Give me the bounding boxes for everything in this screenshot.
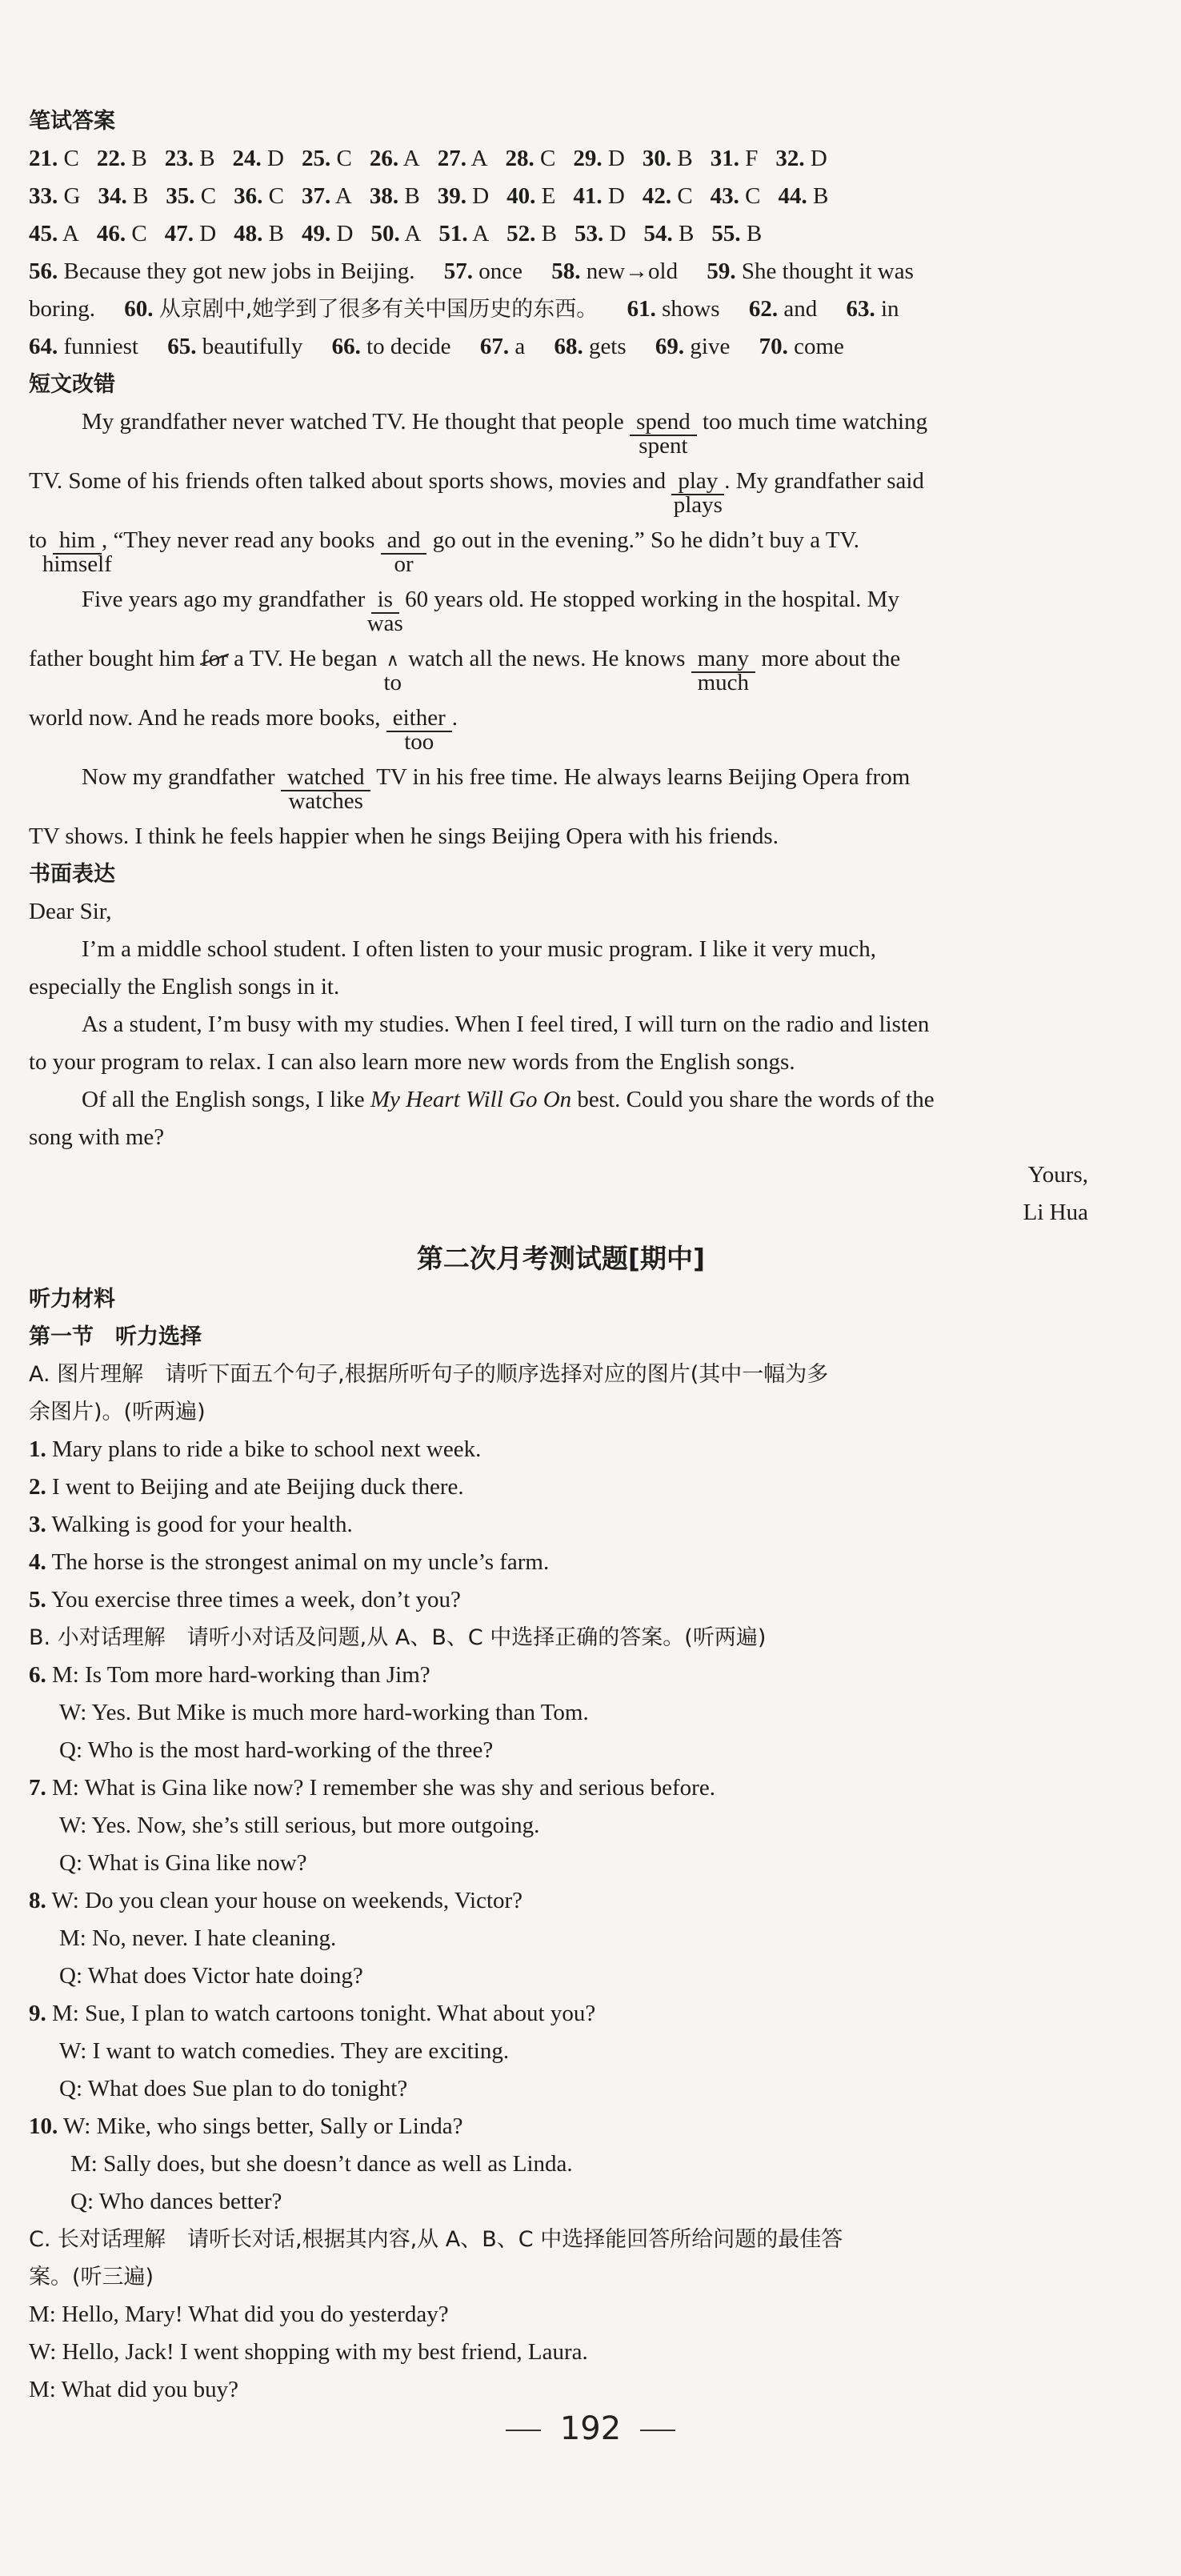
q60-answer: 从京剧中,她学到了很多有关中国历史的东西。	[158, 297, 599, 322]
q57-answer: once	[478, 258, 522, 284]
answer-item	[233, 140, 284, 178]
listening-material-heading: 听力材料	[29, 1287, 115, 1312]
writing-heading: 书面表达	[29, 862, 115, 887]
answer-number: 43.	[710, 183, 739, 209]
item-number: 6.	[29, 1662, 46, 1688]
answer-item	[643, 178, 693, 215]
letter-closing: Yours,	[1027, 1162, 1088, 1188]
correction-mark	[630, 403, 697, 459]
answer-item	[302, 178, 352, 215]
sentence-1	[29, 1431, 1093, 1468]
dialog-line: W: I want to watch comedies. They are exciting.	[59, 2038, 510, 2064]
answer-letter: B	[268, 221, 284, 246]
fixed-word: spent	[639, 433, 688, 459]
answer-item	[165, 140, 215, 178]
correction-line-6	[29, 699, 1093, 759]
correction-mark	[366, 581, 403, 636]
answer-item	[438, 178, 489, 215]
answer-number: 40.	[506, 183, 536, 209]
text: . My grandfather said	[724, 468, 924, 494]
dialog-line: M: Is Tom more hard-working than Jim?	[52, 1662, 430, 1688]
answer-item	[370, 140, 420, 178]
answer-item	[166, 178, 216, 215]
correction-mark	[281, 759, 371, 814]
correction-mark	[386, 699, 452, 755]
q56-number: 56.	[29, 258, 58, 284]
correction-line-2	[29, 463, 1093, 522]
answer-number: 53.	[574, 221, 604, 246]
answer-item	[574, 215, 626, 253]
long-dialog-line: M: Hello, Mary! What did you do yesterday?	[29, 2302, 449, 2327]
page-footer	[0, 2410, 1181, 2447]
answer-letter: A	[472, 221, 490, 246]
text: TV. Some of his friends often talked about sports shows, movies and	[29, 468, 667, 494]
answer-number: 27.	[437, 146, 466, 171]
answer-letter: D	[607, 183, 625, 209]
wrong-word: is	[371, 587, 399, 614]
text: Now my grandfather	[82, 764, 275, 790]
answer-number: 30.	[642, 146, 672, 171]
item-number: 8.	[29, 1888, 46, 1913]
answer-letter: B	[404, 183, 420, 209]
q67-answer: a	[514, 334, 526, 359]
q62-answer: and	[783, 296, 818, 322]
letter-line: As a student, I’m busy with my studies. When I feel tired, I will turn on the radio and listen	[82, 1012, 930, 1037]
partA-instruction-cont: 余图片)。(听两遍)	[29, 1400, 206, 1424]
correction-mark	[691, 640, 755, 695]
answer-number: 28.	[505, 146, 534, 171]
dialog-line: M: Sally does, but she doesn’t dance as well as Linda.	[70, 2151, 573, 2177]
q66-number: 66.	[331, 334, 361, 359]
text: to	[29, 527, 47, 553]
text: best. Could you share the words of the	[577, 1087, 935, 1112]
answer-letter: A	[470, 146, 488, 171]
answer-number: 54.	[643, 221, 673, 246]
answer-letter: B	[541, 221, 558, 246]
item-number: 7.	[29, 1775, 46, 1801]
q61-answer: shows	[662, 296, 720, 322]
answer-letter: D	[609, 221, 627, 246]
q69-answer: give	[690, 334, 731, 359]
page-number: 192	[559, 2410, 622, 2447]
q58-answer: new→old	[586, 258, 679, 284]
text: , “They never read any books	[101, 527, 375, 553]
wrong-word: many	[691, 646, 755, 673]
letter-line	[29, 1081, 1093, 1119]
item-number: 3.	[29, 1512, 46, 1537]
answer-letter: C	[63, 146, 79, 171]
answer-letter: D	[336, 221, 354, 246]
answer-letter: B	[131, 146, 147, 171]
sentence-text: Mary plans to ride a bike to school next week.	[52, 1436, 482, 1462]
item-number: 10.	[29, 2113, 58, 2139]
dialog-line: M: Sue, I plan to watch cartoons tonight. What about you?	[52, 2001, 596, 2026]
answer-item	[643, 215, 694, 253]
footer-dash-left	[506, 2430, 541, 2431]
answer-item	[711, 178, 761, 215]
answer-item	[97, 140, 147, 178]
answer-item	[370, 215, 421, 253]
q66-answer: to decide	[366, 334, 451, 359]
dialog-line: W: Yes. But Mike is much more hard-working than Tom.	[59, 1700, 589, 1725]
answer-item	[234, 215, 284, 253]
correction-line-4	[29, 581, 1093, 640]
partA-instruction: A. 图片理解 请听下面五个句子,根据所听句子的顺序选择对应的图片(其中一幅为多	[29, 1362, 829, 1387]
correction-line-5	[29, 640, 1093, 699]
q70-number: 70.	[759, 334, 788, 359]
answers-row-1	[29, 140, 1093, 178]
item-number: 5.	[29, 1587, 46, 1613]
section-title: 第二次月考测试题[期中]	[416, 1243, 706, 1274]
q65-answer: beautifully	[202, 334, 303, 359]
answer-number: 21.	[29, 146, 58, 171]
answer-number: 41.	[573, 183, 603, 209]
q68-number: 68.	[554, 334, 583, 359]
answer-item	[573, 140, 624, 178]
answer-number: 44.	[778, 183, 807, 209]
dialog-line: M: No, never. I hate cleaning.	[59, 1925, 337, 1951]
answer-letter: D	[607, 146, 625, 171]
q70-answer: come	[794, 334, 844, 359]
answer-number: 35.	[166, 183, 195, 209]
correction-heading: 短文改错	[29, 372, 115, 397]
answer-item	[370, 178, 420, 215]
answer-number: 42.	[642, 183, 672, 209]
text: .	[451, 705, 458, 731]
answer-item	[302, 140, 352, 178]
caret-icon: ∧	[386, 651, 399, 671]
dialog-10	[29, 2108, 1093, 2145]
answer-number: 22.	[96, 146, 126, 171]
answer-letter: D	[199, 221, 217, 246]
dialog-7	[29, 1769, 1093, 1807]
sentence-4	[29, 1544, 1093, 1581]
answer-59-63	[29, 290, 1093, 328]
answer-item	[506, 140, 556, 178]
text: world now. And he reads more books,	[29, 705, 381, 731]
answer-letter: E	[541, 183, 556, 209]
letter-signature: Li Hua	[1023, 1200, 1088, 1225]
sentence-text: I went to Beijing and ate Beijing duck there.	[52, 1474, 464, 1500]
answer-number: 36.	[234, 183, 263, 209]
insert-mark	[383, 640, 402, 695]
answer-number: 25.	[301, 146, 331, 171]
answer-item	[775, 140, 827, 178]
text: Of all the English songs, I like	[82, 1087, 365, 1112]
q68-answer: gets	[588, 334, 627, 359]
dialog-question: Q: Who dances better?	[70, 2189, 282, 2214]
answer-item	[97, 215, 147, 253]
answer-item	[779, 178, 829, 215]
dialog-9	[29, 1995, 1093, 2033]
text: go out in the evening.” So he didn’t buy a TV.	[432, 527, 859, 553]
sentence-text: You exercise three times a week, don’t you?	[50, 1587, 461, 1613]
q57-number: 57.	[443, 258, 473, 284]
letter-line: song with me?	[29, 1124, 165, 1150]
answer-letter: C	[268, 183, 284, 209]
dialog-line: M: What is Gina like now? I remember she was shy and serious before.	[52, 1775, 715, 1801]
part1-heading: 第一节 听力选择	[29, 1324, 202, 1349]
answers-row-3	[29, 215, 1093, 253]
dialog-8	[29, 1882, 1093, 1920]
correction-mark	[42, 522, 112, 577]
answer-number: 33.	[29, 183, 58, 209]
fixed-word: himself	[42, 551, 112, 577]
dialog-question: Q: What does Sue plan to do tonight?	[59, 2076, 408, 2101]
sentence-2	[29, 1468, 1093, 1506]
fixed-word: was	[366, 611, 403, 636]
answers-heading: 笔试答案	[29, 109, 115, 134]
q63-answer: in	[880, 296, 899, 322]
text: more about the	[761, 646, 901, 671]
q59-number: 59.	[707, 258, 736, 284]
answer-number: 55.	[711, 221, 741, 246]
text: too much time watching	[702, 409, 928, 435]
answer-number: 49.	[302, 221, 331, 246]
fixed-word: plays	[673, 492, 723, 518]
q64-number: 64.	[29, 334, 58, 359]
text: My grandfather never watched TV. He thought that people	[82, 409, 624, 435]
answer-number: 37.	[301, 183, 331, 209]
footer-dash-right	[640, 2430, 675, 2431]
dialog-6	[29, 1657, 1093, 1694]
answer-item	[506, 178, 555, 215]
letter-line: especially the English songs in it.	[29, 974, 340, 1000]
wrong-word: watched	[281, 764, 371, 791]
answer-item	[438, 140, 488, 178]
answer-letter: D	[267, 146, 284, 171]
deleted-word: for	[201, 646, 228, 671]
wrong-word: play	[671, 468, 724, 495]
answer-item	[98, 178, 148, 215]
inserted-word: to	[383, 670, 402, 695]
q60-number: 60.	[124, 296, 154, 322]
answer-letter: B	[746, 221, 763, 246]
sentence-5	[29, 1581, 1093, 1619]
answer-letter: A	[62, 221, 79, 246]
dialog-line: W: Do you clean your house on weekends, Victor?	[51, 1888, 523, 1913]
sentence-3	[29, 1506, 1093, 1544]
answer-letter: C	[131, 221, 147, 246]
answer-number: 38.	[369, 183, 399, 209]
answer-item	[573, 178, 624, 215]
q61-number: 61.	[627, 296, 656, 322]
answer-letter: F	[745, 146, 759, 171]
wrong-word: him	[53, 527, 102, 555]
answer-letter: B	[132, 183, 149, 209]
answer-letter: C	[336, 146, 352, 171]
correction-mark	[671, 463, 724, 518]
answer-item	[29, 215, 79, 253]
answer-64-70	[29, 328, 1093, 366]
answer-number: 52.	[506, 221, 536, 246]
item-number: 9.	[29, 2001, 46, 2026]
correction-line-1	[29, 403, 1093, 463]
answer-letter: C	[540, 146, 556, 171]
partC-instruction: C. 长对话理解 请听长对话,根据其内容,从 A、B、C 中选择能回答所给问题的最佳答	[29, 2227, 843, 2252]
long-dialog-line: M: What did you buy?	[29, 2377, 239, 2402]
answer-number: 29.	[573, 146, 603, 171]
fixed-word: too	[404, 729, 434, 755]
q63-number: 63.	[846, 296, 875, 322]
wrong-word: spend	[630, 409, 697, 436]
answer-number: 47.	[164, 221, 194, 246]
song-title: My Heart Will Go On	[370, 1087, 572, 1112]
text: father bought him	[29, 646, 195, 671]
answer-number: 39.	[437, 183, 466, 209]
answer-letter: A	[402, 146, 420, 171]
item-number: 2.	[29, 1474, 46, 1500]
answer-item	[302, 215, 353, 253]
answer-item	[711, 140, 759, 178]
q59-answer-cont: boring.	[29, 296, 95, 322]
text: Five years ago my grandfather	[82, 587, 366, 612]
answer-number: 51.	[438, 221, 468, 246]
answer-56-59	[29, 253, 1093, 290]
dialog-line: W: Yes. Now, she’s still serious, but more outgoing.	[59, 1813, 540, 1838]
partC-instruction-cont: 案。(听三遍)	[29, 2265, 154, 2290]
text: TV in his free time. He always learns Beijing Opera from	[376, 764, 911, 790]
answer-letter: D	[472, 183, 490, 209]
answer-item	[643, 140, 693, 178]
q65-number: 65.	[167, 334, 197, 359]
answer-letter: A	[334, 183, 352, 209]
answer-number: 23.	[164, 146, 194, 171]
answer-number: 50.	[370, 221, 400, 246]
answer-item	[711, 215, 762, 253]
answer-number: 32.	[775, 146, 805, 171]
fixed-word: or	[394, 551, 414, 577]
q69-number: 69.	[655, 334, 685, 359]
answer-number: 34.	[98, 183, 127, 209]
answer-letter: C	[745, 183, 761, 209]
answers-row-2	[29, 178, 1093, 215]
q64-answer: funniest	[63, 334, 138, 359]
q56-answer: Because they got new jobs in Beijing.	[63, 258, 415, 284]
correction-line-7	[29, 759, 1093, 818]
letter-line: to your program to relax. I can also learn more new words from the English songs.	[29, 1049, 795, 1075]
q58-number: 58.	[551, 258, 581, 284]
partB-instruction: B. 小对话理解 请听小对话及问题,从 A、B、C 中选择正确的答案。(听两遍)	[29, 1625, 767, 1650]
letter-line: I’m a middle school student. I often listen to your music program. I like it very much,	[82, 936, 877, 962]
answer-letter: D	[810, 146, 827, 171]
long-dialog-line: W: Hello, Jack! I went shopping with my best friend, Laura.	[29, 2339, 588, 2365]
page-content	[29, 102, 1093, 2409]
text: a TV. He began	[234, 646, 378, 671]
q59-answer: She thought it was	[741, 258, 914, 284]
answer-letter: B	[199, 146, 215, 171]
answer-item	[438, 215, 489, 253]
answer-number: 26.	[369, 146, 399, 171]
answer-number: 48.	[234, 221, 263, 246]
dialog-question: Q: What does Victor hate doing?	[59, 1963, 363, 1989]
answer-item	[165, 215, 216, 253]
answer-item	[506, 215, 557, 253]
wrong-word: either	[386, 705, 452, 732]
item-number: 4.	[29, 1549, 46, 1575]
text: watch all the news. He knows	[408, 646, 686, 671]
answer-letter: G	[63, 183, 81, 209]
answer-item	[29, 178, 80, 215]
answer-letter: A	[404, 221, 422, 246]
fixed-word: much	[697, 670, 750, 695]
letter-greeting: Dear Sir,	[29, 899, 112, 924]
text: 60 years old. He stopped working in the hospital. My	[405, 587, 899, 612]
answer-item	[29, 140, 79, 178]
item-number: 1.	[29, 1436, 46, 1462]
correction-mark	[381, 522, 427, 577]
dialog-question: Q: What is Gina like now?	[59, 1850, 307, 1876]
q67-number: 67.	[479, 334, 510, 359]
answer-number: 24.	[232, 146, 262, 171]
q62-number: 62.	[748, 296, 779, 322]
answer-number: 46.	[96, 221, 126, 246]
dialog-question: Q: Who is the most hard-working of the three?	[59, 1737, 494, 1763]
answer-letter: B	[677, 146, 693, 171]
dialog-line: W: Mike, who sings better, Sally or Linda?	[62, 2113, 463, 2139]
fixed-word: watches	[288, 788, 363, 814]
sentence-text: Walking is good for your health.	[51, 1512, 353, 1537]
answer-letter: B	[678, 221, 695, 246]
answer-number: 31.	[710, 146, 739, 171]
answer-letter: C	[677, 183, 693, 209]
correction-line-8: TV shows. I think he feels happier when he sings Beijing Opera with his friends.	[29, 823, 779, 849]
sentence-text: The horse is the strongest animal on my uncle’s farm.	[51, 1549, 550, 1575]
correction-line-3	[29, 522, 1093, 581]
wrong-word: and	[381, 527, 427, 555]
answer-letter: B	[813, 183, 829, 209]
answer-number: 45.	[29, 221, 58, 246]
answer-letter: C	[200, 183, 217, 209]
answer-item	[234, 178, 284, 215]
